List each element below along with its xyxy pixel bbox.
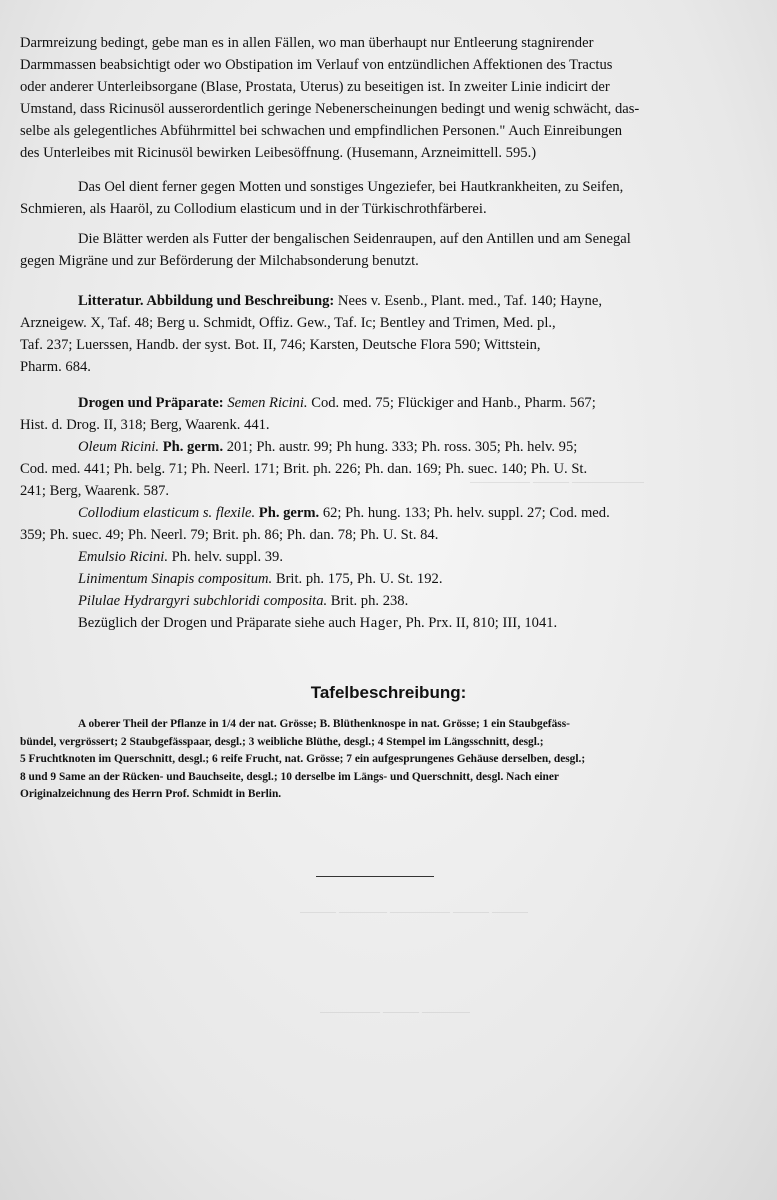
bleed-through-text: ——— ———— ————— ——— ——— bbox=[300, 904, 528, 918]
section-litteratur bbox=[20, 290, 760, 378]
oleum-ricini: Oleum Ricini. bbox=[78, 439, 160, 455]
text-line: Darmreizung bedingt, gebe man es in allen Fällen, wo man überhaupt nur Entleerung stagnirender bbox=[20, 35, 594, 51]
text-line: 359; Ph. suec. 49; Ph. Neerl. 79; Brit. ph. 86; Ph. dan. 78; Ph. U. St. 84. bbox=[20, 527, 439, 543]
section-divider bbox=[316, 876, 434, 877]
litteratur-line1: Nees v. Esenb., Plant. med., Taf. 140; Hayne, bbox=[334, 293, 602, 309]
text-line: Taf. 237; Luerssen, Handb. der syst. Bot. II, 746; Karsten, Deutsche Flora 590; Wittstein, bbox=[20, 337, 541, 353]
bleed-through-text: ————— ——— ———— bbox=[320, 1004, 470, 1018]
text-line: gegen Migräne und zur Beförderung der Milchabsonderung benutzt. bbox=[20, 253, 419, 269]
text-line: Die Blätter werden als Futter der bengalischen Seidenraupen, auf den Antillen und am Senegal bbox=[78, 231, 631, 247]
paragraph-blaetter bbox=[20, 228, 760, 272]
tafel-heading: Tafelbeschreibung: bbox=[310, 683, 467, 702]
pilulae-name: Pilulae Hydrargyri subchloridi composita. bbox=[78, 593, 328, 609]
bezueglich-text: Bezüglich der Drogen und Präparate siehe auch bbox=[78, 615, 360, 631]
liniment-name: Linimentum Sinapis compositum. bbox=[78, 571, 273, 587]
drogen-line1: Cod. med. 75; Flückiger and Hanb., Pharm. 567; bbox=[307, 395, 596, 411]
text-line: Arzneigew. X, Taf. 48; Berg u. Schmidt, Offiz. Gew., Taf. Ic; Bentley and Trimen, Med. pl., bbox=[20, 315, 556, 331]
text-line: Das Oel dient ferner gegen Motten und sonstiges Ungeziefer, bei Hautkrankheiten, zu Seifen, bbox=[78, 179, 624, 195]
text-line: 8 und 9 Same an der Rücken- und Bauchseite, desgl.; 10 derselbe im Längs- und Querschnitt, desgl. Nach einer bbox=[20, 770, 559, 783]
liniment-refs: Brit. ph. 175, Ph. U. St. 192. bbox=[272, 571, 443, 587]
emulsio-refs: Ph. helv. suppl. 39. bbox=[168, 549, 283, 565]
text-line: bündel, vergrössert; 2 Staubgefässpaar, desgl.; 3 weibliche Blüthe, desgl.; 4 Stempel im Längsschnitt, desgl.; bbox=[20, 735, 544, 748]
bezueglich-refs: , Ph. Prx. II, 810; III, 1041. bbox=[398, 615, 558, 631]
text-line: Cod. med. 441; Ph. belg. 71; Ph. Neerl. 171; Brit. ph. 226; Ph. dan. 169; Ph. suec. 140; Ph. U. St. bbox=[20, 461, 588, 477]
paragraph-darmreizung bbox=[20, 32, 760, 164]
ph-germ: Ph. germ. bbox=[255, 505, 320, 521]
text-line: des Unterleibes mit Ricinusöl bewirken Leibesöffnung. (Husemann, Arzneimittell. 595.) bbox=[20, 145, 537, 161]
text-line: Darmmassen beabsichtigt oder wo Obstipation im Verlauf von entzündlichen Affektionen des Tractus bbox=[20, 57, 613, 73]
plate-description bbox=[20, 716, 760, 804]
text-line: 241; Berg, Waarenk. 587. bbox=[20, 483, 170, 499]
collodium-name: Collodium elasticum s. flexile. bbox=[78, 505, 256, 521]
text-line: oder anderer Unterleibsorgane (Blase, Prostata, Uterus) zu beseitigen ist. In zweiter Linie indicirt der bbox=[20, 79, 610, 95]
bleed-through-text: ————— ——— —————— bbox=[470, 474, 644, 488]
oleum-refs: 201; Ph. austr. 99; Ph hung. 333; Ph. ross. 305; Ph. helv. 95; bbox=[223, 439, 578, 455]
drogen-label: Drogen und Präparate: bbox=[78, 395, 224, 411]
ph-germ: Ph. germ. bbox=[159, 439, 224, 455]
paragraph-oel bbox=[20, 176, 760, 220]
litteratur-label: Litteratur. Abbildung und Beschreibung: bbox=[78, 293, 335, 309]
text-line: Pharm. 684. bbox=[20, 359, 91, 375]
text-line: Originalzeichnung des Herrn Prof. Schmidt in Berlin. bbox=[20, 788, 282, 800]
emulsio-name: Emulsio Ricini. bbox=[78, 549, 168, 565]
semen-ricini: Semen Ricini. bbox=[223, 395, 308, 411]
text-line: Hist. d. Drog. II, 318; Berg, Waarenk. 441. bbox=[20, 417, 270, 433]
text-line: Schmieren, als Haaröl, zu Collodium elasticum und in der Türkischrothfärberei. bbox=[20, 201, 487, 217]
hager-name: Hager bbox=[359, 615, 399, 631]
text-line: A oberer Theil der Pflanze in 1/4 der nat. Grösse; B. Blüthenknospe in nat. Grösse; 1 ein Staubgefäss- bbox=[78, 718, 570, 730]
pilulae-refs: Brit. ph. 238. bbox=[327, 593, 409, 609]
text-line: 5 Fruchtknoten im Querschnitt, desgl.; 6 reife Frucht, nat. Grösse; 7 ein aufgesprungenes Gehäuse derselben, desgl.; bbox=[20, 753, 586, 765]
collodium-refs: 62; Ph. hung. 133; Ph. helv. suppl. 27; Cod. med. bbox=[319, 505, 610, 521]
text-line: selbe als gelegentliches Abführmittel bei schwachen und empfindlichen Personen." Auch Einreibungen bbox=[20, 123, 623, 139]
section-drogen bbox=[20, 392, 760, 634]
text-line: Umstand, dass Ricinusöl ausserordentlich geringe Nebenerscheinungen bedingt und wenig schwächt, das- bbox=[20, 101, 640, 117]
